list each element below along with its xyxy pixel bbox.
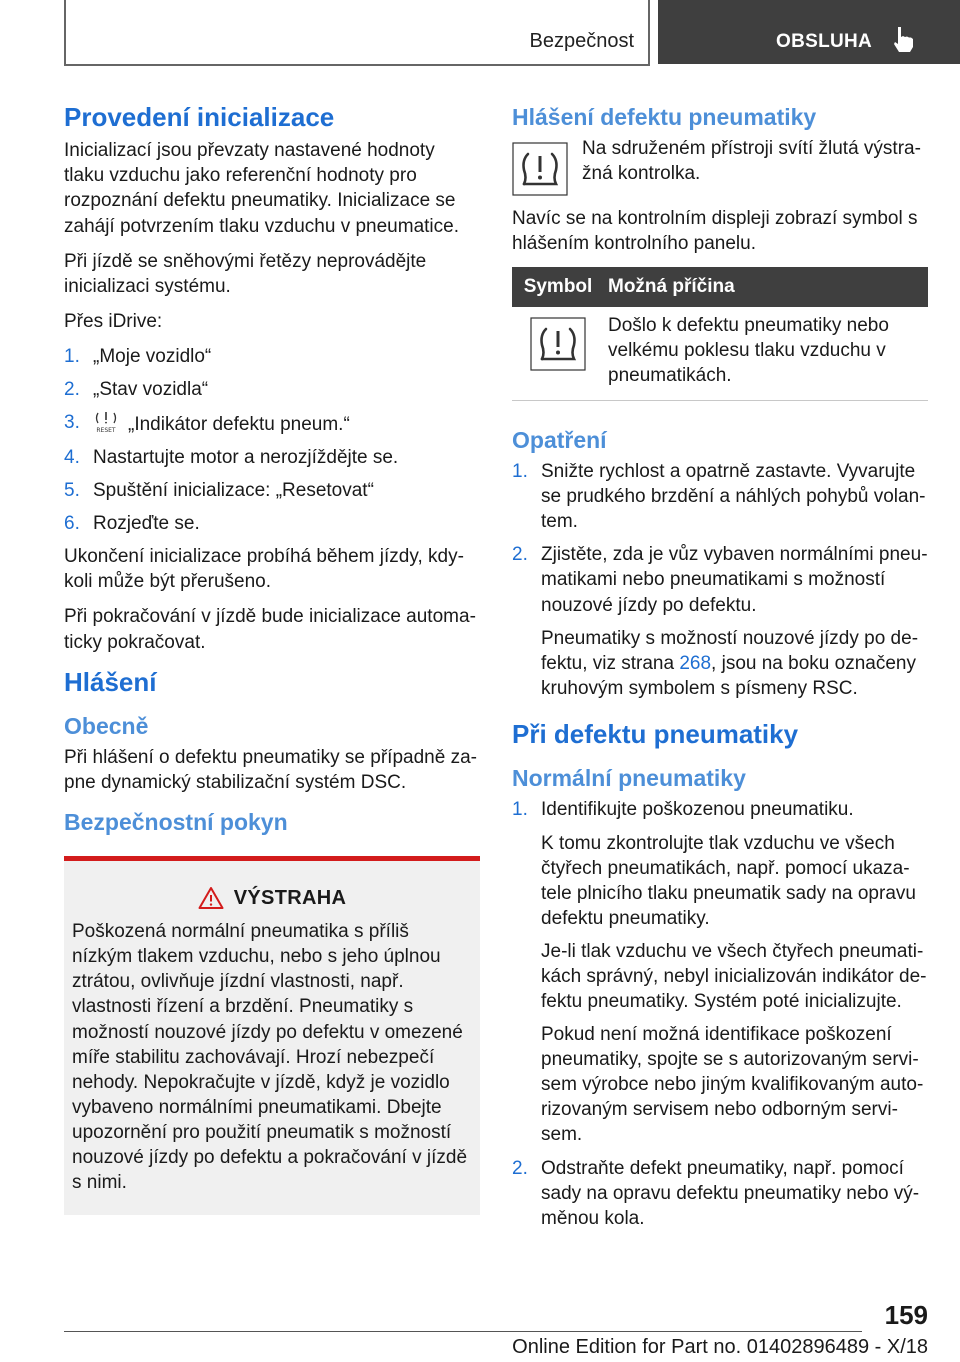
header-rule-right [648, 0, 650, 66]
step-text: K tomu zkontrolujte tlak vzduchu ve všech čtyřech pneumatikách, např. pomocí ukazatele plnicího tlaku pneumatik sady na opravu defektu pneumatiky. [541, 832, 916, 929]
defect-icon-paragraph [512, 136, 928, 196]
header-rule-left [64, 0, 66, 66]
init-paragraph-3: Přes iDrive: [64, 310, 163, 332]
defect-paragraph-2: Navíc se na kontrolním displeji zobrazí symbol s hlášením kontrolního panelu. [512, 208, 918, 255]
init-paragraph-5: Při pokračování v jízdě bude inicializace automaticky pokračovat. [64, 606, 476, 653]
step-number: 4. [64, 447, 80, 469]
step-text: „Indikátor defektu pneum.“ [128, 414, 350, 436]
list-item [512, 542, 928, 700]
step-text: Zjistěte, zda je vůz vybaven normálními pneumatikami nebo pneumatikami s možností nouzové jízdy po defektu. [541, 544, 928, 616]
list-item [64, 377, 480, 402]
init-paragraph-2: Při jízdě se sněhovými řetězy neprovádějte inicializaci systému. [64, 250, 427, 297]
step-number: 1. [64, 345, 80, 367]
step-text: Snižte rychlost a opatrně zastavte. Vyvarujte se prudkého brzdění a náhlých pohybů volantem. [541, 461, 926, 533]
step-text: „Stav vozidla“ [93, 378, 209, 400]
list-item [64, 410, 480, 437]
step-number: 1. [512, 461, 528, 483]
step-text: Je-li tlak vzduchu ve všech čtyřech pneumatikách správný, nebyl inicializován indikátor defektu pneumatiky. Systém poté inicializujte. [541, 940, 927, 1013]
safety-heading: Bezpečnostní pokyn [64, 809, 288, 836]
footer-rule [64, 1331, 862, 1332]
tire-defect-message-heading: Hlášení defektu pneumatiky [512, 104, 817, 130]
step-extra-text [541, 626, 928, 701]
step-number: 6. [64, 513, 80, 535]
list-item [512, 797, 928, 1147]
init-paragraph-4: Ukončení inicializace probíhá během jízdy, kdykoli může být přerušeno. [64, 546, 464, 593]
step-text-with-icon [93, 410, 480, 437]
step-text: Identifikujte poškozenou pneumatiku. [541, 799, 854, 821]
init-paragraph-1: Inicializací jsou převzaty nastavené hodnoty tlaku vzduchu jako referenční hodnoty pro rozpoznání defektu pneumatiky. Inicializace se zahájí potvrzením tlaku vzduchu v pneumatice. [64, 140, 459, 237]
header-chapter-tab [658, 0, 960, 64]
step-text: Pokud není možná identifikace poškození pneumatiky, spojte se s autorizovaným servisem výrobce nebo jiným kvalifikovaným autorizovaným servisem nebo odborným servisem. [541, 1024, 924, 1146]
step-number: 2. [64, 378, 80, 400]
column-header-symbol: Symbol [523, 275, 593, 297]
step-number: 2. [512, 1157, 528, 1179]
table-cell-cause: Došlo k defektu pneumatiky nebo velkému poklesu tlaku vzduchu v pneumatikách. [608, 314, 889, 386]
step-body [541, 797, 928, 1147]
list-item [512, 1156, 928, 1231]
general-heading: Obecně [64, 712, 149, 739]
general-paragraph: Při hlášení o defektu pneumatiky se případně zapne dynamický stabilizační systém DSC. [64, 747, 477, 794]
step-text: „Moje vozidlo“ [93, 345, 212, 367]
list-item [64, 445, 480, 470]
list-item [64, 344, 480, 369]
left-column [64, 100, 480, 1215]
tire-pressure-warning-icon [530, 317, 586, 371]
step-body [541, 1156, 928, 1231]
page-number: 159 [884, 1300, 928, 1330]
warning-box [64, 856, 480, 1215]
list-item [64, 511, 480, 536]
list-item [512, 459, 928, 534]
right-column [512, 100, 928, 1239]
warning-title: VÝSTRAHA [233, 886, 347, 909]
table-row [512, 307, 928, 400]
footer-edition: Online Edition for Part no. 01402896489 - X/18 [512, 1336, 928, 1358]
step-number: 1. [512, 799, 528, 821]
reset-icon-label: RESET [96, 427, 116, 435]
normal-tires-heading: Normální pneumatiky [512, 765, 746, 792]
page-link-268[interactable]: 268 [679, 652, 712, 674]
warning-triangle-icon [198, 886, 224, 910]
table-header [512, 267, 928, 307]
measures-list [512, 459, 928, 701]
initialization-heading: Provedení inicializace [64, 102, 335, 132]
step-number: 3. [64, 412, 80, 434]
step-body [541, 542, 928, 700]
warning-text: Poškozená normální pneumatika s příliš nízkým tlakem vzduchu, nebo s jeho úplnou ztrátou, ovlivňuje jízdní vlastnosti, např. vlastnosti řízení a brzdění. Pneumatiky s možností nouzové jízdy po defektu v omezené míře stabilitu zachovávají. Hrozí nebezpečí nehody. Nepokračujte v jízdě, když je vozidlo vybaveno normálními pneumatikami. Dbejte upozornění pro použití pneumatik s možností nouzové jízdy po defektu a pokračování v jízdě s nimi. [72, 921, 468, 1193]
pointing-hand-icon [890, 25, 916, 53]
step-number: 2. [512, 544, 528, 566]
list-item [64, 478, 480, 503]
idrive-steps [64, 344, 480, 536]
step-text: Nastartujte motor a nerozjíždějte se. [93, 447, 399, 469]
step-extra-text-a: Pneumatiky s možností nouzové jízdy po defektu, viz strana [541, 627, 919, 674]
messages-heading: Hlášení [64, 666, 157, 697]
symbol-table [512, 267, 928, 401]
column-header-cause: Možná příčina [608, 275, 735, 297]
step-number: 5. [64, 480, 80, 502]
reset-icon [93, 410, 119, 434]
step-text: Odstraňte defekt pneumatiky, např. pomocí sady na opravu defektu pneumatiky nebo výměnou kola. [541, 1157, 920, 1229]
measures-heading: Opatření [512, 426, 607, 453]
flat-tire-heading: Při defektu pneumatiky [512, 718, 799, 749]
flat-tire-steps [512, 797, 928, 1230]
step-text: Spuštění inicializace: „Resetovat“ [93, 480, 374, 502]
warning-header [72, 885, 472, 911]
defect-paragraph-1: Na sdruženém přístroji svítí žlutá výstražná kontrolka. [582, 138, 921, 185]
header-section-title: Bezpečnost [529, 30, 634, 52]
tire-pressure-warning-icon [512, 142, 568, 196]
table-cell-symbol [512, 313, 604, 388]
header-rule-bottom [64, 64, 650, 66]
step-text: Rozjeďte se. [93, 513, 200, 535]
header-chapter-label: OBSLUHA [776, 31, 873, 52]
step-extra-text-b: , jsou na boku označeny kruhovým symbolem s písmeny RSC. [541, 652, 916, 699]
